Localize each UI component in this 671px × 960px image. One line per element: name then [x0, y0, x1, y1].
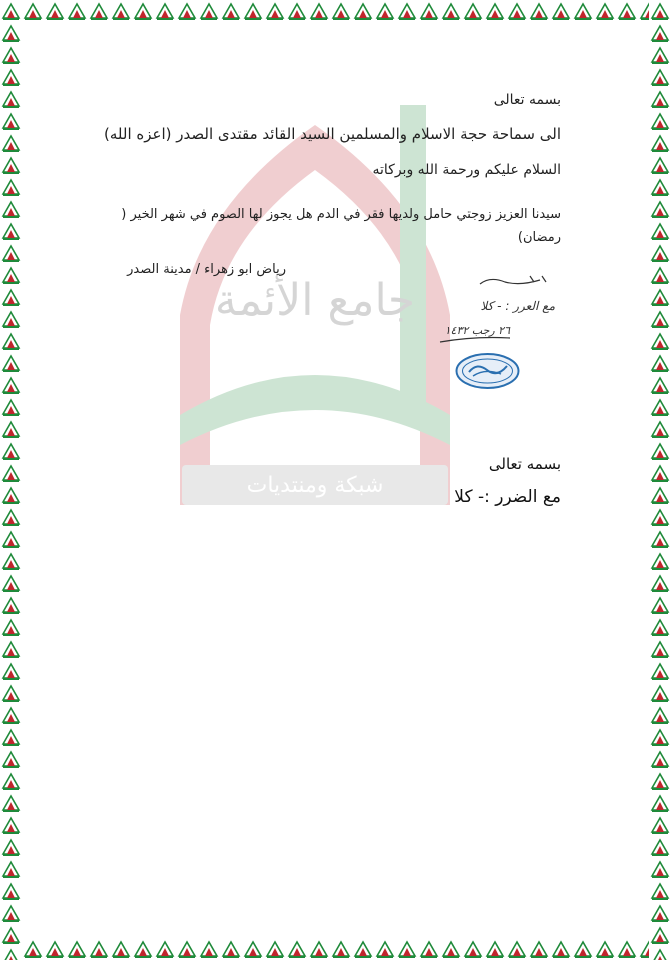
letter-greeting: السلام عليكم ورحمة الله وبركاته	[372, 162, 561, 178]
mosque-watermark	[160, 85, 470, 525]
decorative-border-left	[0, 0, 22, 960]
decorative-border-right	[649, 0, 671, 960]
letter-sender: رياض ابو زهراء / مدينة الصدر	[127, 262, 286, 277]
official-seal-icon	[455, 352, 520, 390]
decorative-border-top	[0, 0, 671, 22]
letter-basmala: بسمه تعالى	[493, 92, 561, 108]
watermark-banner-text: شبكة ومنتديات	[246, 473, 384, 498]
decorative-border-bottom	[0, 938, 671, 960]
letter-addressee: الى سماحة حجة الاسلام والمسلمين السيد القائد مقتدى الصدر (اعزه الله)	[104, 125, 561, 143]
handwritten-reply-line: مع العرر : - كلا	[480, 299, 555, 313]
watermark-main-text: جامع الأئمة	[214, 275, 416, 326]
reply-answer: مع الضرر :- كلا	[454, 487, 561, 507]
handwritten-reply-date: ٢٦ رجب ١٤٣٢	[444, 324, 510, 337]
reply-basmala: بسمه تعالى	[488, 455, 561, 473]
handwritten-reply	[430, 270, 570, 350]
letter-question: سيدنا العزيز زوجتي حامل ولديها فقر في الدم هل يجوز لها الصوم في شهر الخير ( رمضان)	[121, 207, 561, 245]
